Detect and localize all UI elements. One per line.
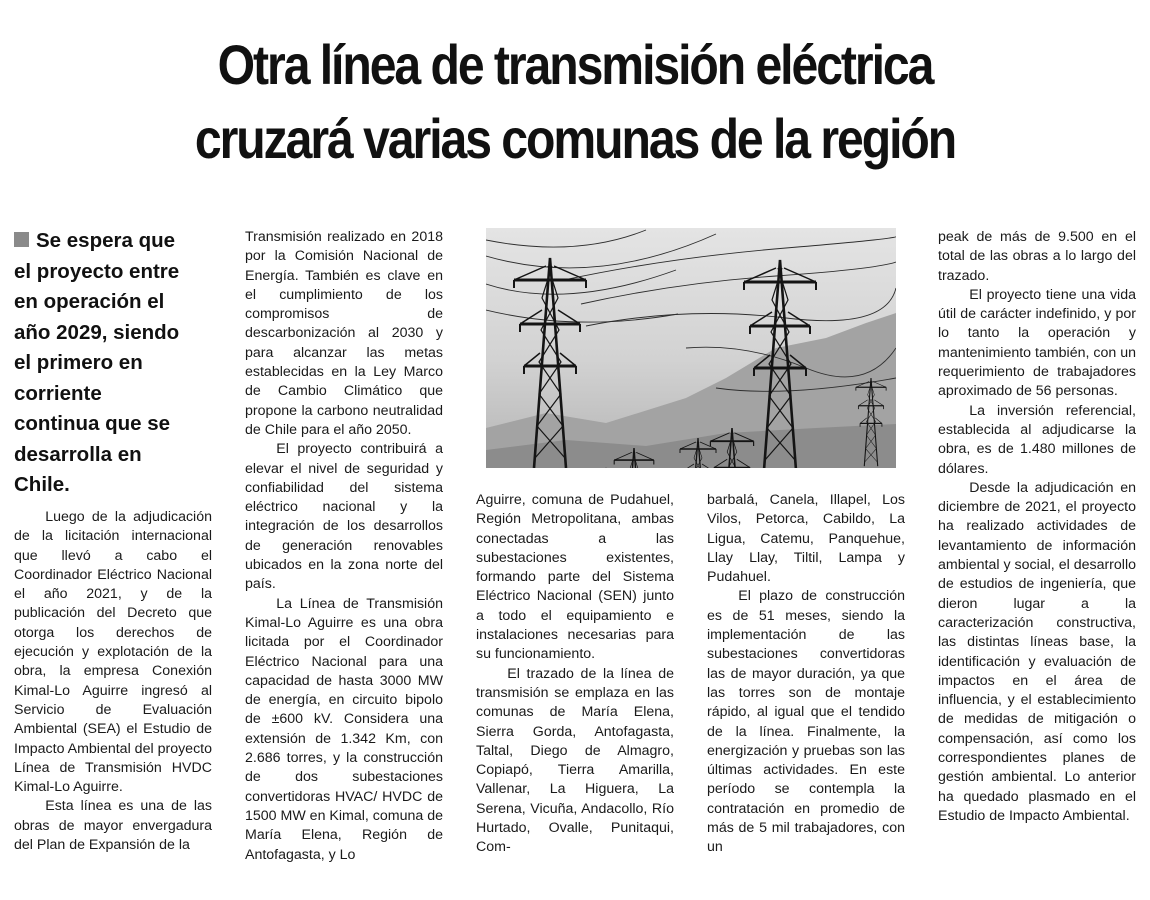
paragraph: Desde la adjudicación en diciembre de 2021, el proyecto ha realizado actividades de levantamiento de información ambiental y social, el desarrollo de estudios de ingeniería, que dieron lugar a la caracterización constructiva, las distintas líneas base, la identificación y evaluación de impactos en el área de influencia, y el establecimiento de medidas de mitigación o compensación, así como los correspondientes planes de gestión ambiental. Lo anterior ha quedado plasmado en el Estudio de Impacto Ambiental. (938, 479, 1136, 824)
paragraph: Esta línea es una de las obras de mayor envergadura del Plan de Expansión de la (14, 798, 212, 854)
paragraph: El proyecto tiene una vida útil de carácter indefinido, y por lo tanto la operación y mantenimiento también, con un requerimiento de trabajadores aproximado de 56 personas. (938, 286, 1136, 400)
paragraph: Luego de la adjudicación de la licitación internacional que llevó a cabo el Coordinador Eléctrico Nacional el año 2021, y de la publicación del Decreto que otorga los derechos de ejecución y explotación de la obra, la empresa Conexión Kimal-Lo Aguirre ingresó al Servicio de Evaluación Ambiental (SEA) el Estudio de Impacto Ambiental del proyecto Línea de Transmisión HVDC Kimal-Lo Aguirre. (14, 509, 212, 796)
article-column-5 (938, 228, 1136, 826)
article-column-3 (476, 491, 674, 858)
article-column-4 (707, 491, 905, 858)
paragraph: peak de más de 9.500 en el total de las obras a lo largo del trazado. (938, 229, 1136, 284)
paragraph: El proyecto contribuirá a elevar el nivel de seguridad y confiabilidad del sistema eléctrico nacional y la integración de los desarrollos de generación renovables ubicados en la zona norte del país. (245, 441, 443, 593)
transmission-towers-image (486, 228, 896, 468)
paragraph: El plazo de construcción es de 51 meses, siendo la implementación de las subestaciones convertidoras las de mayor duración, ya que las torres son de montaje rápido, al igual que el tendido de la línea. Finalmente, la energización y pruebas son las últimas actividades. En este período se contempla la contratación en promedio de más de 5 mil trabajadores, con un (707, 588, 905, 856)
paragraph: barbalá, Canela, Illapel, Los Vilos, Petorca, Cabildo, La Ligua, Catemu, Panquehue, Llay Llay, Tiltil, Lampa y Pudahuel. (707, 492, 905, 586)
paragraph: Transmisión realizado en 2018 por la Comisión Nacional de Energía. También es clave en el cumplimiento de los compromisos de descarbonización al 2030 y para alcanzar las metas establecidas en la Ley Marco de Cambio Climático que propone la carbono neutralidad de Chile para el año 2050. (245, 229, 443, 438)
lead-summary (14, 226, 192, 501)
paragraph: Aguirre, comuna de Pudahuel, Región Metropolitana, ambas conectadas a las subestaciones existentes, formando parte del Sistema Eléctrico Nacional (SEN) junto a todo el equipamiento e instalaciones necesarias para su funcionamiento. (476, 492, 674, 663)
paragraph: La Línea de Transmisión Kimal-Lo Aguirre es una obra licitada por el Coordinador Eléctrico Nacional para una capacidad de hasta 3000 MW de energía, en circuito bipolo de ±600 kV. Considera una extensión de 1.342 Km, con 2.686 torres, y la construcción de dos subestaciones convertidoras HVAC/ HVDC de 1500 MW en Kimal, comuna de María Elena, Región de Antofagasta, y Lo (245, 595, 443, 863)
lead-text: Se espera que el proyecto entre en operación el año 2029, siendo el primero en corriente continua que se desarrolla en Chile. (14, 229, 180, 496)
headline (81, 28, 1070, 176)
bullet-square-icon (14, 232, 29, 247)
headline-line-2: cruzará varias comunas de la región (194, 107, 956, 170)
article-column-1 (14, 508, 212, 855)
paragraph: El trazado de la línea de transmisión se emplaza en las comunas de María Elena, Sierra Gorda, Antofagasta, Taltal, Diego de Almagro, Copiapó, Tierra Amarilla, Vallenar, La Higuera, La Serena, Vicuña, Andacollo, Río Hurtado, Ovalle, Punitaqui, Com- (476, 665, 674, 856)
article-column-2 (245, 228, 443, 865)
paragraph: La inversión referencial, establecida al adjudicarse la obra, es de 1.480 millones de dólares. (938, 402, 1136, 477)
headline-line-1: Otra línea de transmisión eléctrica (217, 33, 933, 96)
